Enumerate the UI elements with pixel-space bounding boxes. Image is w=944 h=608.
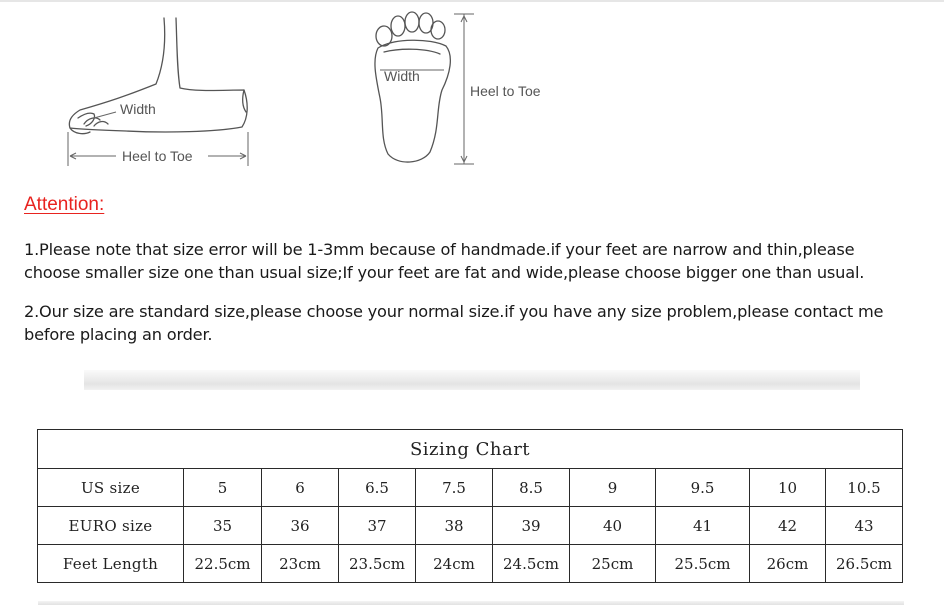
table-cell: 6.5: [339, 469, 416, 507]
table-cell: 25cm: [570, 545, 656, 583]
note-line: before placing an order.: [24, 325, 213, 344]
note-line: choose smaller size one than usual size;If your feet are fat and wide,please choose bigger one than usual.: [24, 263, 865, 282]
sizing-chart-title: Sizing Chart: [38, 430, 903, 469]
row-header: EURO size: [38, 507, 184, 545]
table-cell: 6: [262, 469, 339, 507]
table-cell: 23.5cm: [339, 545, 416, 583]
section-divider: [84, 370, 860, 390]
table-cell: 23cm: [262, 545, 339, 583]
table-cell: 25.5cm: [656, 545, 750, 583]
bottom-divider: [38, 601, 904, 605]
table-cell: 9: [570, 469, 656, 507]
table-cell: 22.5cm: [184, 545, 262, 583]
table-cell: 5: [184, 469, 262, 507]
row-header: US size: [38, 469, 184, 507]
note-standard-size: [24, 300, 924, 346]
note-handmade-error: [24, 238, 924, 284]
table-row-euro-size: [38, 507, 903, 545]
table-cell: 7.5: [416, 469, 493, 507]
note-line: 1.Please note that size error will be 1-3mm because of handmade.if your feet are narrow and thin,please: [24, 240, 855, 259]
sizing-chart-table: [37, 429, 903, 583]
row-header: Feet Length: [38, 545, 184, 583]
attention-heading: Attention:: [24, 194, 105, 215]
table-cell: 37: [339, 507, 416, 545]
table-cell: 24cm: [416, 545, 493, 583]
table-cell: 41: [656, 507, 750, 545]
table-row-feet-length: [38, 545, 903, 583]
table-cell: 35: [184, 507, 262, 545]
table-cell: 10.5: [826, 469, 903, 507]
foot-sole-view-diagram: [360, 8, 560, 170]
side-width-label: Width: [120, 101, 156, 117]
table-cell: 36: [262, 507, 339, 545]
table-cell: 10: [750, 469, 826, 507]
foot-outline: [69, 18, 247, 132]
sole-width-label: Width: [384, 68, 420, 84]
table-cell: 43: [826, 507, 903, 545]
table-cell: 42: [750, 507, 826, 545]
sole-outline: [375, 40, 450, 162]
table-cell: 26.5cm: [826, 545, 903, 583]
table-cell: 26cm: [750, 545, 826, 583]
table-cell: 40: [570, 507, 656, 545]
table-cell: 9.5: [656, 469, 750, 507]
top-rule: [0, 0, 944, 2]
side-heel-to-toe-label: Heel to Toe: [122, 148, 193, 164]
note-line: 2.Our size are standard size,please choose your normal size.if you have any size problem,please contact me: [24, 302, 884, 321]
foot-side-view-diagram: [56, 14, 266, 174]
sole-heel-to-toe-label: Heel to Toe: [470, 83, 541, 99]
table-cell: 8.5: [493, 469, 570, 507]
table-cell: 39: [493, 507, 570, 545]
table-cell: 38: [416, 507, 493, 545]
table-cell: 24.5cm: [493, 545, 570, 583]
table-row-us-size: [38, 469, 903, 507]
